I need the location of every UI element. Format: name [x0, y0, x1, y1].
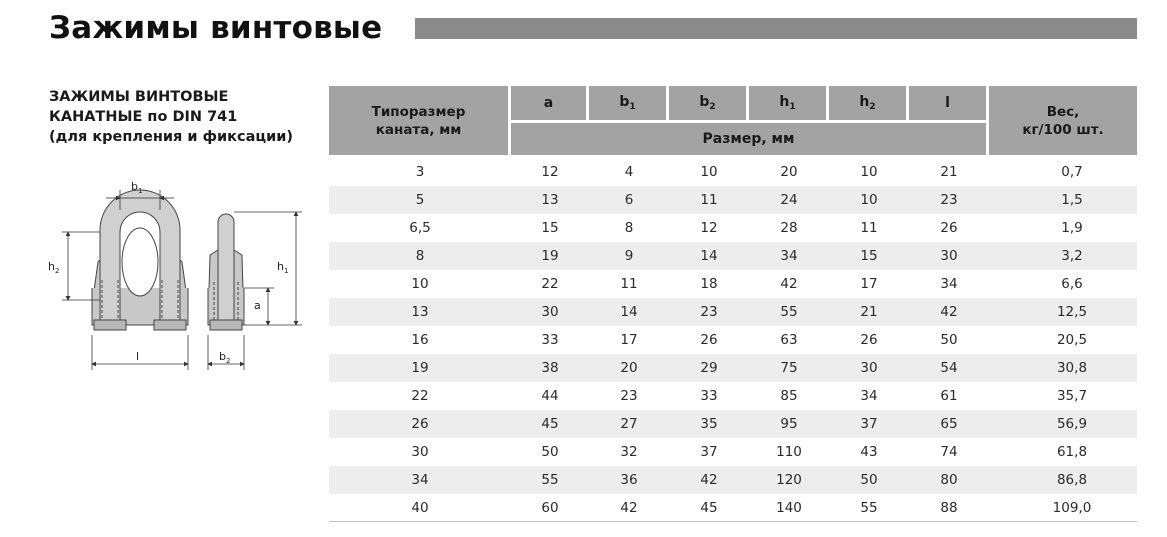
- table-cell: 42: [669, 466, 749, 494]
- table-cell: 11: [620, 276, 638, 292]
- table-cell: 45: [669, 494, 749, 522]
- col-header-b1: $b_1$: [589, 86, 669, 123]
- title-decor-bar: [415, 18, 1137, 39]
- header-row-top: [329, 86, 1137, 123]
- table-cell: 8: [329, 242, 511, 270]
- table-cell: 27: [589, 410, 669, 438]
- table-cell: 34: [329, 466, 511, 494]
- table-cell: 33: [700, 388, 718, 404]
- table-cell: 21: [940, 164, 958, 180]
- table-cell: 61,8: [1056, 444, 1088, 460]
- table-cell: 1,9: [1061, 220, 1083, 236]
- label-a: a: [254, 299, 261, 312]
- table-row: [329, 382, 1137, 410]
- table-cell: 42: [589, 494, 669, 522]
- table-row: [329, 242, 1137, 270]
- subtitle-line-1: ЗАЖИМЫ ВИНТОВЫЕ: [49, 89, 229, 105]
- table-cell: 86,8: [989, 466, 1137, 494]
- table-cell: 55: [511, 466, 589, 494]
- col-header-h2: $h_2$: [829, 86, 909, 123]
- label-b1: $b_1$: [131, 180, 143, 195]
- table-cell: 54: [909, 354, 989, 382]
- table-row: [329, 410, 1137, 438]
- table-cell: 28: [780, 220, 798, 236]
- table-cell: 6,5: [409, 220, 431, 236]
- table-cell: 17: [860, 276, 878, 292]
- table-row: [329, 158, 1137, 186]
- table-cell: 42: [909, 298, 989, 326]
- table-cell: 26: [860, 332, 878, 348]
- table-cell: 120: [749, 466, 829, 494]
- table-cell: 44: [541, 388, 559, 404]
- table-cell: 74: [940, 444, 958, 460]
- table-cell: 140: [749, 494, 829, 522]
- table-cell: 13: [511, 186, 589, 214]
- table-cell: 45: [511, 410, 589, 438]
- table-cell: 32: [620, 444, 638, 460]
- table-cell: 9: [589, 242, 669, 270]
- table-cell: 23: [669, 298, 749, 326]
- table-cell: 35: [669, 410, 749, 438]
- table-cell: 20: [589, 354, 669, 382]
- table-cell: 26: [329, 410, 511, 438]
- table-cell: 22: [541, 276, 559, 292]
- table-cell: 60: [511, 494, 589, 522]
- table-row: [329, 438, 1137, 466]
- table-cell: 10: [700, 164, 718, 180]
- section-subtitle: [49, 87, 324, 147]
- table-cell: 43: [860, 444, 878, 460]
- table-cell: 22: [411, 388, 429, 404]
- table-row: [329, 326, 1137, 354]
- table-cell: 30,8: [989, 354, 1137, 382]
- table-cell: 50: [940, 332, 958, 348]
- col-header-h1: $h_1$: [749, 86, 829, 123]
- table-cell: 19: [329, 354, 511, 382]
- table-cell: 10: [829, 186, 909, 214]
- table-cell: 3,2: [989, 242, 1137, 270]
- table-cell: 10: [411, 276, 429, 292]
- table-cell: 20: [780, 164, 798, 180]
- table-cell: 19: [511, 242, 589, 270]
- table-cell: 40: [329, 494, 511, 522]
- table-cell: 0,7: [1061, 164, 1083, 180]
- table-cell: 35,7: [1056, 388, 1088, 404]
- table-cell: 10: [860, 164, 878, 180]
- table-row: [329, 354, 1137, 382]
- table-cell: 37: [700, 444, 718, 460]
- table-cell: 55: [749, 298, 829, 326]
- table-cell: 5: [329, 186, 511, 214]
- table-row: [329, 214, 1137, 242]
- table-cell: 88: [909, 494, 989, 522]
- table-cell: 34: [860, 388, 878, 404]
- table-cell: 85: [780, 388, 798, 404]
- table-cell: 4: [624, 164, 634, 180]
- table-cell: 11: [669, 186, 749, 214]
- table-cell: 37: [829, 410, 909, 438]
- col-header-a: a: [511, 86, 589, 123]
- subtitle-line-2: КАНАТНЫЕ по DIN 741: [49, 109, 238, 125]
- table-cell: 18: [700, 276, 718, 292]
- table-cell: 8: [624, 220, 634, 236]
- table-cell: 23: [620, 388, 638, 404]
- col-header-l: l: [909, 86, 989, 123]
- col-header-b2: $b_2$: [669, 86, 749, 123]
- table-cell: 61: [940, 388, 958, 404]
- table-cell: 14: [669, 242, 749, 270]
- label-l: l: [136, 350, 140, 363]
- col-header-weight: Вес, кг/100 шт.: [989, 86, 1137, 158]
- table-cell: 14: [589, 298, 669, 326]
- table-row: [329, 466, 1137, 494]
- table-cell: 30: [411, 444, 429, 460]
- table-cell: 6: [589, 186, 669, 214]
- table-cell: 13: [329, 298, 511, 326]
- table-cell: 110: [776, 444, 802, 460]
- table-cell: 30: [511, 298, 589, 326]
- table-cell: 65: [909, 410, 989, 438]
- table-cell: 75: [749, 354, 829, 382]
- col-header-size: Типоразмер каната, мм: [329, 86, 511, 158]
- table-cell: 15: [541, 220, 559, 236]
- table-cell: 16: [411, 332, 429, 348]
- clip-diagram: [40, 170, 330, 380]
- table-body: [329, 158, 1137, 522]
- table-cell: 50: [829, 466, 909, 494]
- table-cell: 11: [860, 220, 878, 236]
- table-cell: 56,9: [989, 410, 1137, 438]
- table-cell: 38: [511, 354, 589, 382]
- label-b2: $b_2$: [219, 350, 231, 365]
- table-cell: 80: [909, 466, 989, 494]
- label-h2: $h_2$: [48, 260, 60, 275]
- table-cell: 109,0: [989, 494, 1137, 522]
- table-cell: 34: [749, 242, 829, 270]
- table-row: [329, 298, 1137, 326]
- spec-table: [329, 86, 1137, 522]
- table-cell: 63: [780, 332, 798, 348]
- table-cell: 30: [909, 242, 989, 270]
- table-cell: 12,5: [989, 298, 1137, 326]
- table-cell: 12: [700, 220, 718, 236]
- table-row: [329, 270, 1137, 298]
- table-cell: 15: [829, 242, 909, 270]
- subtitle-line-3: (для крепления и фиксации): [49, 129, 294, 145]
- table-cell: 30: [829, 354, 909, 382]
- table-cell: 21: [829, 298, 909, 326]
- table-cell: 24: [749, 186, 829, 214]
- table-cell: 1,5: [989, 186, 1137, 214]
- label-h1: $h_1$: [277, 260, 289, 275]
- table-cell: 42: [780, 276, 798, 292]
- table-cell: 34: [940, 276, 958, 292]
- front-view: [92, 190, 188, 330]
- table-cell: 3: [415, 164, 425, 180]
- table-cell: 20,5: [1056, 332, 1088, 348]
- table-cell: 26: [700, 332, 718, 348]
- table-cell: 36: [589, 466, 669, 494]
- side-view: [208, 214, 244, 330]
- col-header-dims: Размер, мм: [511, 123, 989, 158]
- table-cell: 26: [940, 220, 958, 236]
- table-row: [329, 186, 1137, 214]
- table-cell: 23: [909, 186, 989, 214]
- table-row: [329, 494, 1137, 522]
- table-cell: 6,6: [1061, 276, 1083, 292]
- table-cell: 33: [541, 332, 559, 348]
- table-cell: 55: [829, 494, 909, 522]
- table-cell: 12: [541, 164, 559, 180]
- table-cell: 50: [541, 444, 559, 460]
- page-title: Зажимы винтовые: [49, 10, 383, 46]
- table-cell: 95: [749, 410, 829, 438]
- table-cell: 29: [669, 354, 749, 382]
- table-cell: 17: [620, 332, 638, 348]
